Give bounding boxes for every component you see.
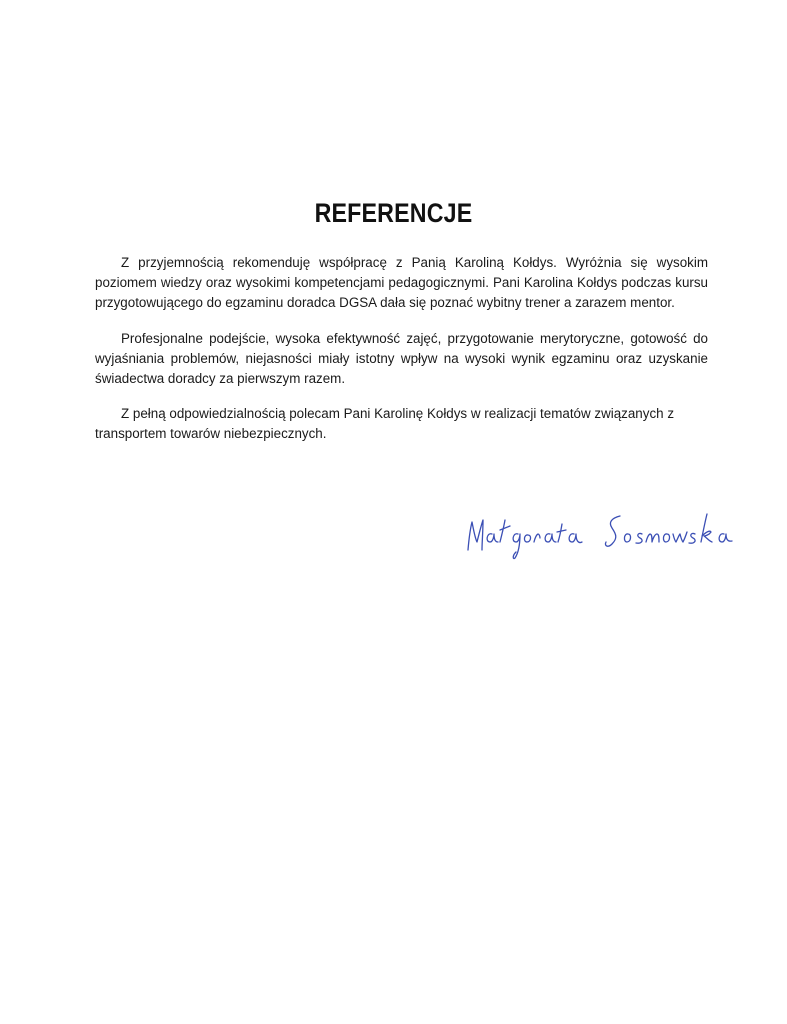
paragraph-endorsement: Z pełną odpowiedzialnością polecam Pani Karolinę Kołdys w realizacji tematów związanych z transportem towarów niebezpiecznych. — [95, 406, 675, 442]
paragraph-qualities: Profesjonalne podejście, wysoka efektywność zajęć, przygotowanie merytoryczne, gotowość do wyjaśniania problemów, niejasności miały istotny wpływ na wysoki wynik egzaminu oraz uzyskanie świadectwa doradcy za pierwszym razem. — [95, 330, 708, 387]
signature-drawing — [462, 508, 762, 563]
document-title: REFERENCJE — [314, 198, 473, 228]
paragraph-recommendation: Z przyjemnością rekomenduję współpracę z Panią Karoliną Kołdys. Wyróżnia się wysokim poziomem wiedzy oraz wysokimi kompetencjami pedagogicznymi. Pani Karolina Kołdys podczas kursu przygotowującego do egzaminu doradca DGSA dała się poznać wybitny trener a zarazem mentor. — [95, 255, 708, 311]
handwritten-signature — [462, 508, 762, 563]
letter-body — [95, 253, 708, 460]
